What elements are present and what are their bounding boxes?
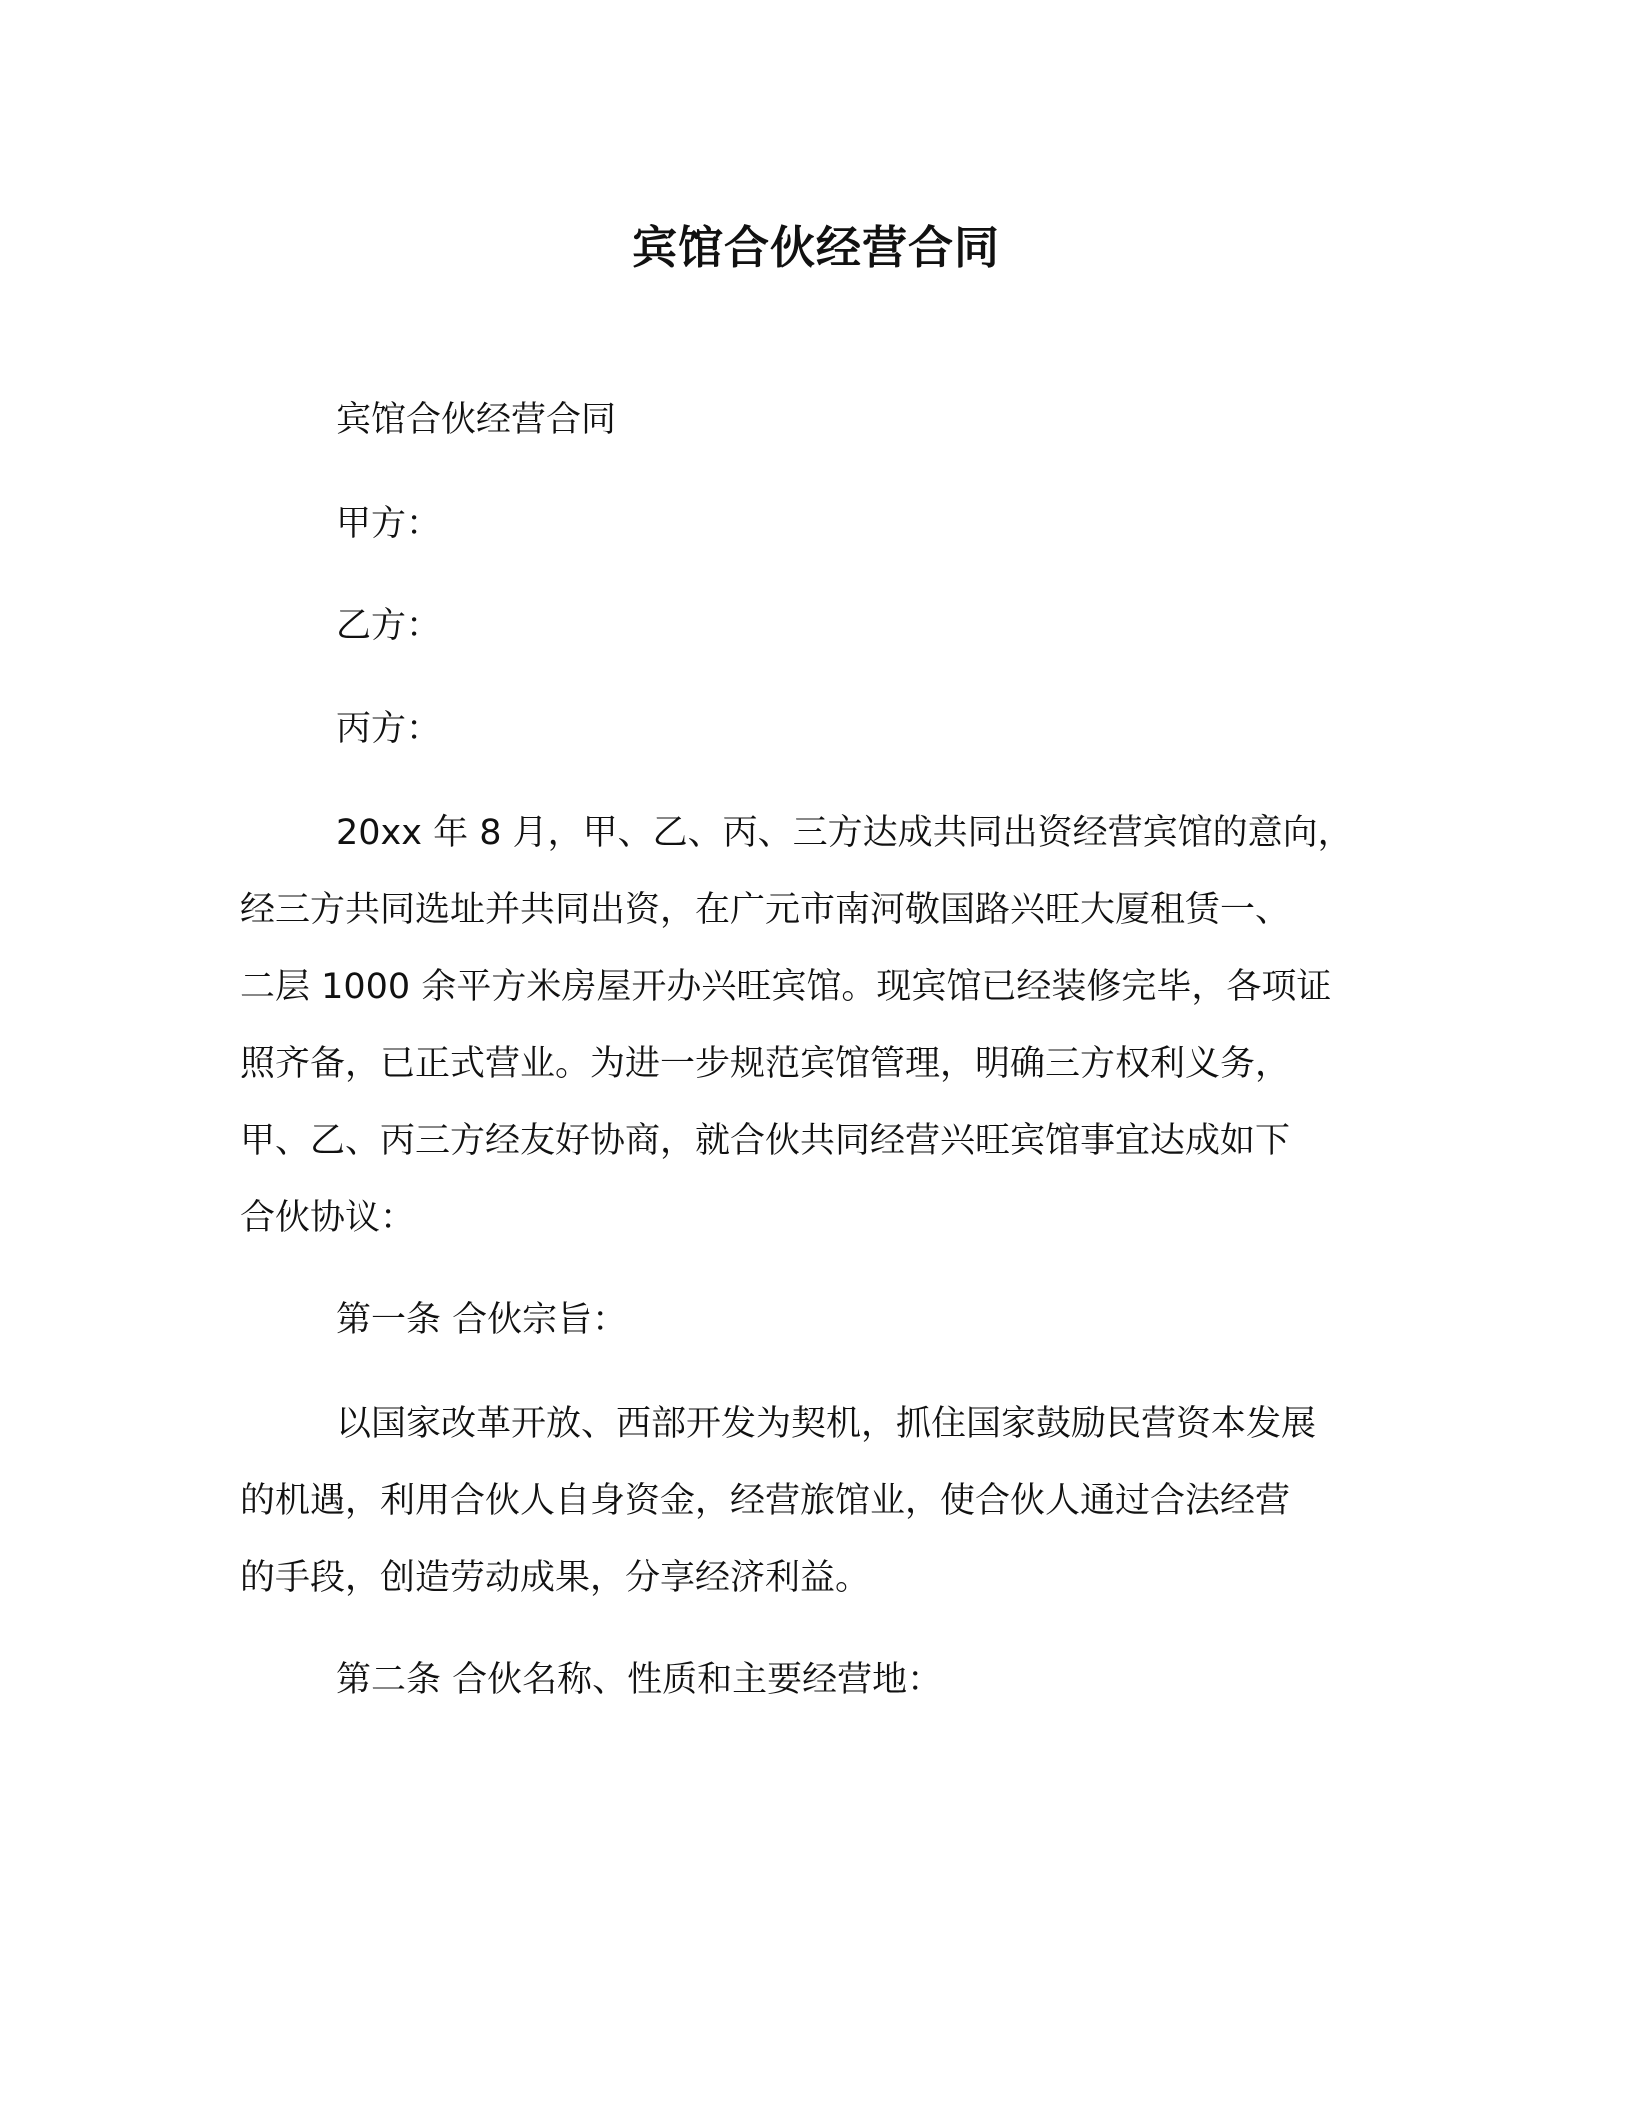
intro-line: 20xx 年 8 月，甲、乙、丙、三方达成共同出资经营宾馆的意向， <box>336 813 1353 853</box>
intro-line: 二层 1000 余平方米房屋开办兴旺宾馆。现宾馆已经装修完毕，各项证 <box>240 967 1332 1007</box>
contract-subtitle: 宾馆合伙经营合同 <box>336 400 617 440</box>
intro-line: 经三方共同选址并共同出资，在广元市南河敬国路兴旺大厦租赁一、 <box>240 890 1291 930</box>
party-b-label: 乙方： <box>336 606 442 646</box>
intro-line: 照齐备，已正式营业。为进一步规范宾馆管理，明确三方权利义务， <box>240 1044 1291 1084</box>
party-a-label: 甲方： <box>336 504 442 544</box>
intro-line: 合伙协议： <box>240 1198 416 1238</box>
article-2-heading: 第二条 合伙名称、性质和主要经营地： <box>336 1660 943 1700</box>
article-1-line: 的手段，创造劳动成果，分享经济利益。 <box>240 1558 871 1598</box>
intro-line: 甲、乙、丙三方经友好协商，就合伙共同经营兴旺宾馆事宜达成如下 <box>240 1121 1291 1161</box>
party-c-label: 丙方： <box>336 709 442 749</box>
article-1-line: 的机遇，利用合伙人自身资金，经营旅馆业，使合伙人通过合法经营 <box>240 1481 1291 1521</box>
article-1-line: 以国家改革开放、西部开发为契机，抓住国家鼓励民营资本发展 <box>336 1404 1317 1444</box>
document-title: 宾馆合伙经营合同 <box>631 221 1000 274</box>
article-1-heading: 第一条 合伙宗旨： <box>336 1300 628 1340</box>
